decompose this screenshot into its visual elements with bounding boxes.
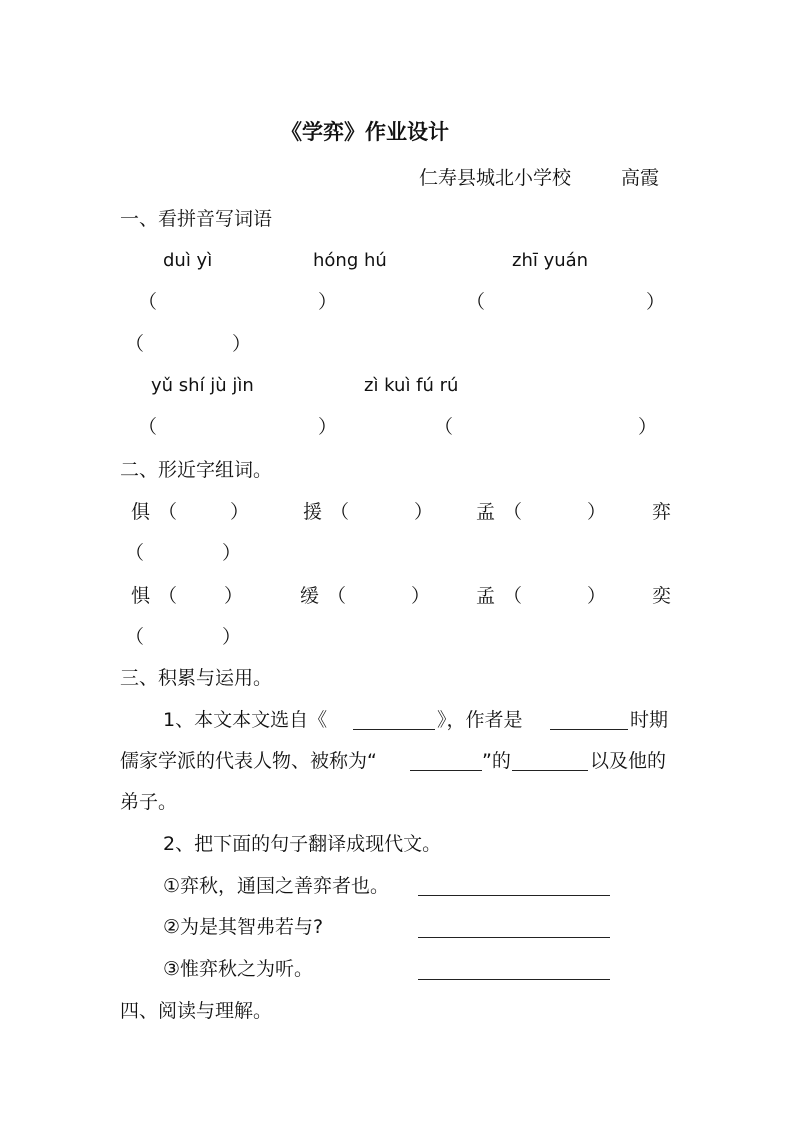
pinyin-zikuifuru: zì kuì fú rú xyxy=(364,375,459,396)
bracket-close: ） xyxy=(318,291,338,313)
q2-prompt: 2、把下面的句子翻译成现代文。 xyxy=(163,833,442,855)
pinyin-yushijujin: yǔ shí jù jìn xyxy=(151,375,254,396)
bracket-close: ） xyxy=(230,501,250,523)
bracket-open: （ xyxy=(158,585,178,607)
page-title: 《学弈》作业设计 xyxy=(281,120,449,144)
char-yuan: 援 xyxy=(303,501,323,523)
char-huan: 缓 xyxy=(300,585,320,607)
author-name: 高霞 xyxy=(621,167,660,189)
answer-line[interactable] xyxy=(418,895,610,896)
pinyin-honghu: hóng hú xyxy=(313,250,387,271)
section-2-heading: 二、形近字组词。 xyxy=(120,459,273,481)
char-ju2: 惧 xyxy=(131,585,151,607)
answer-line[interactable] xyxy=(418,979,610,980)
q1-text-e: ”的 xyxy=(482,750,511,772)
bracket-close: ） xyxy=(414,501,434,523)
bracket-close: ） xyxy=(222,542,242,564)
q1-text-c: 时期 xyxy=(630,709,669,731)
bracket-close: ） xyxy=(638,416,658,438)
bracket-open: （ xyxy=(125,626,145,648)
char-yi2: 奕 xyxy=(652,585,672,607)
char-meng: 孟 xyxy=(476,501,496,523)
pinyin-duiyi: duì yì xyxy=(163,250,213,271)
bracket-open: （ xyxy=(434,416,454,438)
answer-line[interactable] xyxy=(410,770,482,771)
bracket-close: ） xyxy=(587,501,607,523)
bracket-close: ） xyxy=(318,416,338,438)
section-3-heading: 三、积累与运用。 xyxy=(120,667,273,689)
section-1-heading: 一、看拼音写词语 xyxy=(120,208,273,230)
bracket-open: （ xyxy=(158,501,178,523)
char-ju: 俱 xyxy=(131,501,151,523)
bracket-open: （ xyxy=(503,501,523,523)
bracket-open: （ xyxy=(138,291,158,313)
bracket-open: （ xyxy=(466,291,486,313)
section-4-heading: 四、阅读与理解。 xyxy=(120,1000,273,1022)
answer-line[interactable] xyxy=(512,770,588,771)
bracket-open: （ xyxy=(125,333,145,355)
q2-item-3: ③惟弈秋之为听。 xyxy=(163,958,314,980)
bracket-open: （ xyxy=(327,585,347,607)
bracket-close: ） xyxy=(232,333,252,355)
bracket-open: （ xyxy=(330,501,350,523)
answer-line[interactable] xyxy=(418,937,610,938)
bracket-close: ） xyxy=(646,291,666,313)
char-yi: 弈 xyxy=(652,501,672,523)
q2-item-2: ②为是其智弗若与? xyxy=(163,916,324,938)
q1-text-f: 以及他的 xyxy=(590,750,667,772)
q1-text-a: 1、本文本文选自《 xyxy=(163,709,328,731)
bracket-close: ） xyxy=(224,585,244,607)
q1-text-g: 弟子。 xyxy=(120,791,178,813)
char-meng2: 孟 xyxy=(476,585,496,607)
bracket-close: ） xyxy=(587,585,607,607)
bracket-open: （ xyxy=(125,542,145,564)
bracket-close: ） xyxy=(222,626,242,648)
bracket-open: （ xyxy=(503,585,523,607)
pinyin-zhiyuan: zhī yuán xyxy=(512,250,589,271)
q2-item-1: ①弈秋，通国之善弈者也。 xyxy=(163,875,390,897)
author-school: 仁寿县城北小学校 xyxy=(419,167,572,189)
answer-line[interactable] xyxy=(353,729,435,730)
q1-text-d: 儒家学派的代表人物、被称为“ xyxy=(120,750,377,772)
bracket-close: ） xyxy=(411,585,431,607)
answer-line[interactable] xyxy=(550,729,628,730)
bracket-open: （ xyxy=(138,416,158,438)
q1-text-b: 》，作者是 xyxy=(437,709,523,731)
